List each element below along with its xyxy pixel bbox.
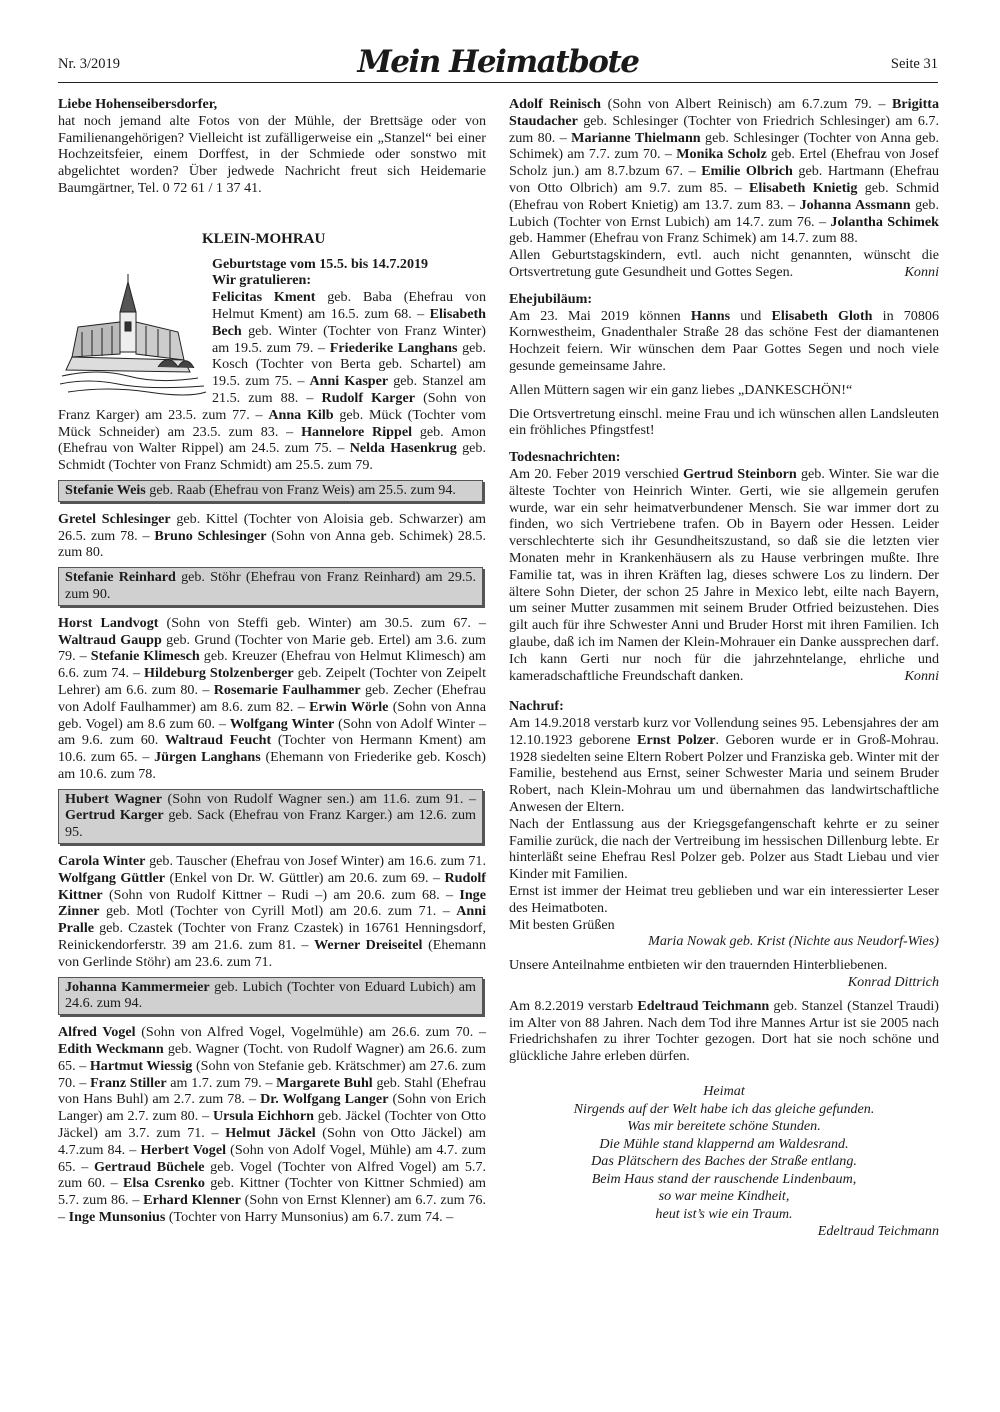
page-header bbox=[58, 46, 938, 83]
birthday-entries-3: Horst Landvogt (Sohn von Steffi geb. Winter) am 30.5. zum 67. – Waltraud Gaupp geb. Grund (Tochter von Marie geb. Ertel) am 3.6. zum 79. – Stefanie Klimesch geb. Kreuzer (Ehefrau von Helmut Klimesch) am 6.6. zum 74. – Hildeburg Stolzenberger geb. Zeipelt (Tochter von Zeipelt Lehrer) am 6.6. zum 80. – Rosemarie Faulhammer geb. Zecher (Ehefrau von Adolf Faulhammer) am 8.6. zum 82. – Erwin Wörle (Sohn von Anna geb. Vogel) am 8.6 zum 60. – Wolfgang Winter (Sohn von Adolf Winter – am 9.6. zum 60. Waltraud Feucht (Tochter von Hermann Kment) am 10.6. zum 65. – Jürgen Langhans (Ehemann von Friederike geb. Kosch) am 10.6. zum 78. bbox=[58, 614, 487, 782]
person-name: Hildeburg Stolzenberger bbox=[144, 665, 294, 682]
closing-wishes: Allen Geburtstagskindern, evtl. auch nicht genannten, wünscht die Ortsvertretung gute Gesundheit und Gottes Segen. Konni bbox=[509, 247, 939, 280]
person-name: Nelda Hasenkrug bbox=[349, 440, 457, 457]
highlight-box: Hubert Wagner (Sohn von Rudolf Wagner sen.) am 11.6. zum 91. – Gertrud Karger geb. Sack (Ehefrau von Franz Karger.) am 12.6. zum 95. bbox=[58, 789, 483, 844]
section-title-klein-mohrau: KLEIN-MOHRAU bbox=[202, 230, 326, 247]
masthead-title: Mein Heimatbote bbox=[357, 44, 639, 80]
person-name: Herbert Vogel bbox=[140, 1141, 227, 1158]
poem-title: Heimat bbox=[703, 1083, 745, 1100]
jubilee-heading: Ehejubiläum: bbox=[509, 290, 593, 307]
person-name: Edith Weckmann bbox=[58, 1041, 164, 1058]
poem-line: Nirgends auf der Welt habe ich das gleiche gefunden. bbox=[573, 1100, 875, 1117]
person-name: Stefanie Weis bbox=[65, 481, 146, 498]
person-name: Waltraud Gaupp bbox=[58, 631, 162, 648]
person-name: Johanna Assmann bbox=[799, 196, 911, 213]
page-number: Seite 31 bbox=[890, 56, 938, 72]
person-name: Friederike Langhans bbox=[329, 339, 458, 356]
signature: Maria Nowak geb. Krist (Nichte aus Neudorf-Wies) bbox=[648, 933, 939, 950]
person-name: Jolantha Schimek bbox=[830, 213, 939, 230]
deaths-text: Am 20. Feber 2019 verschied Gertrud Steinborn geb. Winter. Sie war die älteste Tochter von Heinrich Winter. Gerti, wie sie allgemein gerufen wurde, war ein sehr heimatverbundener Mensch. Sie war immer dort zu finden, wo sich Vertriebene trafen. Ob in Bayern oder Hessen. Leider verschlechterte sich ihr Gesundheitszustand, so daß sie die letzten vier Monaten mehr in Krankenhäusern als zu Hause verbringen mußte. Ihre Familie tat, was in ihren Kräften lag, dieses schwere Los zu lindern. Der ältere Sohn Dieter, der schon 25 Jahre in Mexico lebt, eilte nach Bayern, um seiner Mutter zusammen mit seinem Bruder Otfried beizustehen. Dies gilt auch für ihre Schwester Anni und Bruder Horst mit ihren Familien. Ich glaube, daß ich im Namen der Klein-Mohrauer ein Danke aussprechen darf. Ich kann Gerti nur noch für die jahrzehntelange, ehrliche und kameradschaftliche Freundschaft danken. Konni bbox=[509, 465, 939, 684]
pentecost-text: Die Ortsvertretung einschl. meine Frau und ich wünschen allen Landsleuten ein fröhliches Pfingstfest! bbox=[509, 405, 939, 439]
person-name: Rosemarie Faulhammer bbox=[213, 681, 361, 698]
person-name: Elisabeth Gloth bbox=[771, 307, 873, 324]
intro-heading: Liebe Hohenseibersdorfer, bbox=[58, 96, 218, 112]
person-name: Gertrud Steinborn bbox=[682, 465, 797, 482]
poem-line: Beim Haus stand der rauschende Lindenbaum, bbox=[591, 1170, 857, 1187]
person-name: Elsa Csrenko bbox=[123, 1175, 205, 1192]
person-name: Hanns bbox=[690, 307, 731, 324]
person-name: Erwin Wörle bbox=[309, 698, 389, 715]
person-name: Elisabeth Bech bbox=[212, 305, 486, 339]
condolence-text: Unsere Anteilnahme entbieten wir den trauernden Hinterbliebenen. bbox=[509, 957, 888, 974]
person-name: Hubert Wagner bbox=[65, 790, 162, 807]
person-name: Ernst Polzer bbox=[637, 731, 716, 748]
person-name: Franz Stiller bbox=[90, 1074, 167, 1091]
person-name: Hartmut Wiessig bbox=[89, 1057, 193, 1074]
person-name: Waltraud Feucht bbox=[165, 732, 272, 749]
person-name: Adolf Reinisch bbox=[509, 96, 601, 112]
birthday-entries-6: Adolf Reinisch (Sohn von Albert Reinisch) am 6.7.zum 79. – Brigitta Staudacher geb. Schlesinger (Tochter von Friedrich Schlesinger) am 6.7. zum 80. – Marianne Thielmann geb. Schlesinger (Tochter von Anna geb. Schimek) am 7.7. zum 70. – Monika Scholz geb. Ertel (Ehefrau von Josef Scholz jun.) am 8.7.bzum 67. – Emilie Olbrich geb. Hartmann (Ehefrau von Otto Olbrich) am 9.7. zum 85. – Elisabeth Knietig geb. Schmid (Ehefrau von Robert Knietig) am 13.7. zum 83. – Johanna Assmann geb. Lubich (Tochter von Ernst Lubich) am 14.7. zum 76. – Jolantha Schimek geb. Hammer (Ehefrau von Franz Schimek) am 14.7. zum 88. bbox=[509, 96, 940, 247]
signature: Konni bbox=[904, 263, 939, 280]
person-name: Marianne Thielmann bbox=[571, 129, 701, 146]
person-name: Carola Winter bbox=[58, 853, 146, 870]
person-name: Stefanie Klimesch bbox=[90, 648, 200, 665]
person-name: Brigitta Staudacher bbox=[509, 96, 939, 129]
person-name: Jürgen Langhans bbox=[154, 749, 261, 766]
person-name: Dr. Wolfgang Langer bbox=[260, 1091, 389, 1108]
obituary-text-3: Ernst ist immer der Heimat treu geblieben und war ein interessierter Leser des Heimatboten. bbox=[509, 883, 939, 916]
birthday-range: Geburtstage vom 15.5. bis 14.7.2019 bbox=[212, 255, 429, 272]
person-name: Horst Landvogt bbox=[58, 614, 159, 631]
person-name: Johanna Kammermeier bbox=[65, 978, 210, 995]
person-name: Gretel Schlesinger bbox=[58, 510, 171, 527]
poem-line: Die Mühle stand klappernd am Waldesrand. bbox=[599, 1135, 849, 1152]
highlight-box: Johanna Kammermeier geb. Lubich (Tochter von Eduard Lubich) am 24.6. zum 94. bbox=[58, 977, 483, 1016]
obituary-text-2: Nach der Entlassung aus der Kriegsgefangenschaft kehrte er zu seiner Familie zurück, die nach der Vertreibung im hessischen Dillenburg lebte. Er hinterläßt seine Ehefrau Resl Polzer geb. Polzer aus Stadt Liebau und vier Kinder mit Familien. bbox=[509, 815, 939, 883]
person-name: Felicitas Kment bbox=[212, 289, 316, 306]
person-name: Anna Kilb bbox=[268, 406, 334, 423]
person-name: Gertrud Karger bbox=[65, 807, 164, 824]
right-column bbox=[509, 96, 939, 1240]
birthday-entries-2: Gretel Schlesinger geb. Kittel (Tochter von Aloisia geb. Schwarzer) am 26.5. zum 78. – Bruno Schlesinger (Sohn von Anna geb. Schimek) 28.5. zum 80. bbox=[58, 510, 486, 561]
person-name: Inge Zinner bbox=[58, 886, 486, 920]
person-name: Ursula Eichhorn bbox=[212, 1108, 314, 1125]
person-name: Hannelore Rippel bbox=[301, 423, 412, 440]
highlight-box: Stefanie Reinhard geb. Stöhr (Ehefrau von Franz Reinhard) am 29.5. zum 90. bbox=[58, 567, 483, 606]
jubilee-text: Am 23. Mai 2019 können Hanns und Elisabeth Gloth in 70806 Kornwestheim, Gnadenthaler Straße 28 das schöne Fest der diamantenen Hochzeit feiern. Wir wünschen dem Paar Gottes Segen und noch viele gesunde gemeinsame Jahre. bbox=[509, 307, 939, 374]
birthday-entries-4: Carola Winter geb. Tauscher (Ehefrau von Josef Winter) am 16.6. zum 71. Wolfgang Güttler (Enkel von Dr. W. Güttler) am 20.6. zum 69. – Rudolf Kittner (Sohn von Rudolf Kittner – Rudi –) am 20.6. zum 68. – Inge Zinner geb. Motl (Tochter von Cyrill Motl) am 20.6. zum 71. – Anni Pralle geb. Czastek (Tochter von Franz Czastek) in 16761 Henningsdorf, Reinickendorferstr. 39 am 21.6. zum 81. – Werner Dreiseitel (Ehemann von Gerlinde Stöhr) am 23.6. zum 71. bbox=[58, 853, 486, 970]
congratulations: Wir gratulieren: bbox=[212, 272, 312, 289]
obituary-heading: Nachruf: bbox=[509, 698, 564, 715]
person-name: Stefanie Reinhard bbox=[65, 569, 176, 586]
church-illustration bbox=[58, 272, 208, 398]
person-name: Rudolf Kittner bbox=[58, 869, 486, 903]
obituary-teichmann: Am 8.2.2019 verstarb Edeltraud Teichmann geb. Stanzel (Stanzel Traudi) im Alter von 88 Jahren. Nach dem Tod ihre Mannes Artur ist sie 2005 nach Friedrichshafen zu ihrer Tochter gezogen. Dort hat sie noch schöne und glückliche Jahre erleben dürfen. bbox=[509, 997, 940, 1065]
person-name: Erhard Klenner bbox=[143, 1192, 241, 1209]
person-name: Wolfgang Winter bbox=[229, 715, 335, 732]
issue-number: Nr. 3/2019 bbox=[58, 56, 121, 72]
person-name: Alfred Vogel bbox=[58, 1024, 136, 1041]
poem bbox=[509, 1083, 939, 1223]
person-name: Werner Dreiseitel bbox=[314, 937, 423, 954]
person-name: Gertraud Büchele bbox=[93, 1158, 205, 1175]
person-name: Inge Munsonius bbox=[68, 1209, 166, 1226]
person-name: Elisabeth Knietig bbox=[749, 179, 858, 196]
poem-line: Was mir bereitete schöne Stunden. bbox=[627, 1118, 821, 1135]
birthday-entries-1: Felicitas Kment geb. Baba (Ehefrau von Helmut Kment) am 16.5. zum 68. – Elisabeth Bech geb. Winter (Tochter von Franz Winter) am 19.5. zum 79. – Friederike Langhans geb. Kosch (Tochter von Berta geb. Schartel) am 19.5. zum 75. – Anni Kasper geb. Stanzel am 21.5. zum 88. – Rudolf Karger (Sohn von Franz Karger) am 23.5. zum 77. – Anna Kilb geb. Mück (Tochter vom Mück Schneider) am 23.5. zum 83. – Hannelore Rippel geb. Amon (Ehefrau von Walter Rippel) am 24.5. zum 75. – Nelda Hasenkrug geb. Schmidt (Tochter von Franz Schmidt) am 25.5. zum 79. bbox=[58, 289, 487, 474]
person-name: Helmut Jäckel bbox=[225, 1125, 316, 1142]
poem-line: heut ist’s wie ein Traum. bbox=[655, 1205, 793, 1222]
highlight-box: Stefanie Weis geb. Raab (Ehefrau von Franz Weis) am 25.5. zum 94. bbox=[58, 480, 483, 502]
obituary-text: Am 14.9.2018 verstarb kurz vor Vollendung seines 95. Lebensjahres der am 12.10.1923 geborene Ernst Polzer. Geboren wurde er in Groß-Mohrau. 1928 siedelten seine Eltern Robert Polzer und Franziska geb. Winter mit der Familie, bestehend aus Ernst, seiner Schwester Maria und seinem Bruder Robert, nach Klein-Mohrau um und übernahmen das landwirtschaftliche Anwesen der Eltern. bbox=[509, 715, 939, 816]
left-column bbox=[58, 96, 486, 1226]
person-name: Anni Pralle bbox=[58, 903, 486, 937]
mothers-day-text: Allen Müttern sagen wir ein ganz liebes „DANKESCHÖN!“ bbox=[509, 381, 853, 398]
poem-author: Edeltraud Teichmann bbox=[817, 1223, 939, 1240]
deaths-heading: Todesnachrichten: bbox=[509, 449, 621, 466]
signature: Konrad Dittrich bbox=[847, 974, 939, 991]
person-name: Monika Scholz bbox=[676, 146, 767, 163]
birthday-list bbox=[58, 256, 486, 474]
person-name: Anni Kasper bbox=[309, 373, 389, 390]
person-name: Wolfgang Güttler bbox=[58, 869, 166, 886]
person-name: Margarete Buhl bbox=[276, 1074, 373, 1091]
signature: Konni bbox=[904, 667, 939, 684]
greeting: Mit besten Grüßen bbox=[509, 916, 615, 933]
poem-line: so war meine Kindheit, bbox=[658, 1188, 790, 1205]
birthday-entries-5: Alfred Vogel (Sohn von Alfred Vogel, Vogelmühle) am 26.6. zum 70. – Edith Weckmann geb. Wagner (Tocht. von Rudolf Wagner) am 26.6. zum 65. – Hartmut Wiessig (Sohn von Stefanie geb. Krätschmer) am 27.6. zum 70. – Franz Stiller am 1.7. zum 79. – Margarete Buhl geb. Stahl (Ehefrau von Hans Buhl) am 2.7. zum 78. – Dr. Wolfgang Langer (Sohn von Erich Langer) am 2.7. zum 80. – Ursula Eichhorn geb. Jäckel (Tochter von Otto Jäckel) am 3.7. zum 71. – Helmut Jäckel (Sohn von Otto Jäckel) am 4.7.zum 84. – Herbert Vogel (Sohn von Adolf Vogel, Mühle) am 4.7. zum 65. – Gertraud Büchele geb. Vogel (Tochter von Alfred Vogel) am 5.7. zum 60. – Elsa Csrenko geb. Kittner (Tochter von Kittner Schmied) am 5.7. zum 86. – Erhard Klenner (Sohn von Ernst Klenner) am 6.7. zum 76. – Inge Munsonius (Tochter von Harry Munsonius) am 6.7. zum 74. – bbox=[58, 1024, 487, 1226]
person-name: Rudolf Karger bbox=[321, 389, 415, 406]
intro-text: hat noch jemand alte Fotos von der Mühle, der Brettsäge oder von Familienangehörigen? Vielleicht ist zufälligerweise ein „Stanzel“ bei einer Hochzeitsfeier, einem Dorffest, in der Schmiede oder sonstwo mit abgelichtet worden? Über jedwede Nachricht freut sich Heidemarie Baumgärtner, Tel. 0 72 61 / 1 37 41. bbox=[58, 112, 486, 196]
poem-line: Das Plätschern des Baches der Straße entlang. bbox=[591, 1153, 857, 1170]
person-name: Emilie Olbrich bbox=[701, 163, 793, 180]
person-name: Edeltraud Teichmann bbox=[637, 997, 770, 1014]
person-name: Bruno Schlesinger bbox=[154, 527, 267, 544]
